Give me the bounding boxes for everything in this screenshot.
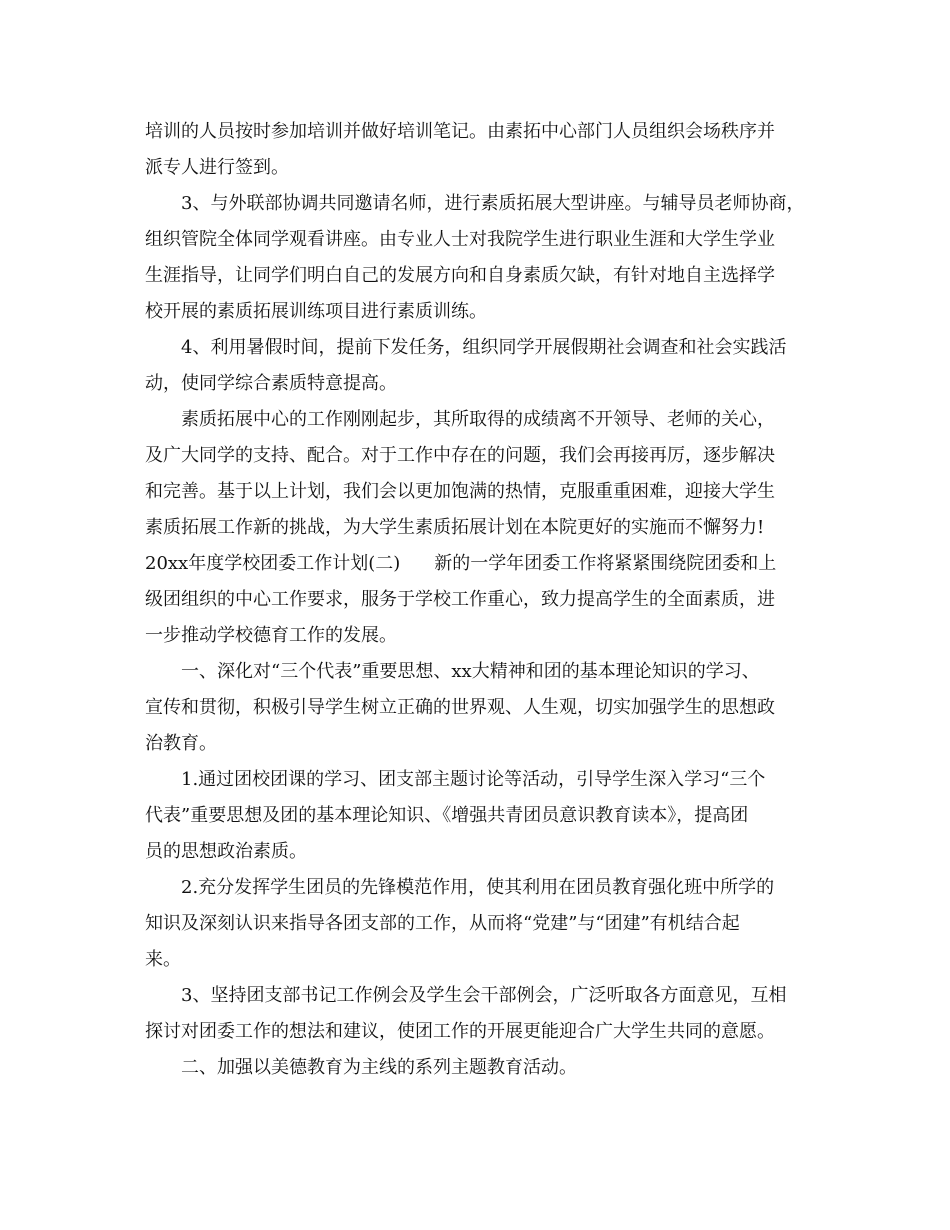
text-line: 3、坚持团支部书记工作例会及学生会干部例会，广泛听取各方面意见，互相	[181, 985, 787, 1006]
text-line: 生涯指导，让同学们明白自己的发展方向和自身素质欠缺，有针对地自主选择学	[145, 265, 775, 286]
text-line: 3、与外联部协调共同邀请名师，进行素质拓展大型讲座。与辅导员老师协商，	[181, 193, 805, 214]
text-line: 动，使同学综合素质特意提高。	[145, 373, 397, 394]
text-line: 代表”重要思想及团的基本理论知识、《增强共青团员意识教育读本》，提高团	[145, 805, 749, 826]
text-line: 员的思想政治素质。	[145, 841, 307, 862]
section-intro: 新的一学年团委工作将紧紧围绕院团委和上	[434, 553, 777, 574]
section-title-line	[145, 546, 825, 582]
text-line: 培训的人员按时参加培训并做好培训笔记。由素拓中心部门人员组织会场秩序并	[145, 121, 775, 142]
text-line: 1.通过团校团课的学习、团支部主题讨论等活动，引导学生深入学习“三个	[181, 769, 766, 790]
text-line: 一、深化对“三个代表”重要思想、xx大精神和团的基本理论知识的学习、	[181, 661, 760, 682]
text-line: 来。	[145, 949, 181, 970]
text-line: 级团组织的中心工作要求，服务于学校工作重心，致力提高学生的全面素质，进	[145, 589, 775, 610]
text-line: 知识及深刻认识来指导各团支部的工作，从而将“党建”与“团建”有机结合起	[145, 913, 740, 934]
text-line: 宣传和贯彻，积极引导学生树立正确的世界观、人生观，切实加强学生的思想政	[145, 697, 775, 718]
text-line: 和完善。基于以上计划，我们会以更加饱满的热情，克服重重困难，迎接大学生	[145, 481, 775, 502]
text-line: 治教育。	[145, 733, 217, 754]
text-line: 4、利用暑假时间，提前下发任务，组织同学开展假期社会调查和社会实践活	[181, 337, 787, 358]
text-line: 2.充分发挥学生团员的先锋模范作用，使其利用在团员教育强化班中所学的	[181, 877, 775, 898]
text-line: 及广大同学的支持、配合。对于工作中存在的问题，我们会再接再厉，逐步解决	[145, 445, 775, 466]
text-line: 组织管院全体同学观看讲座。由专业人士对我院学生进行职业生涯和大学生学业	[145, 229, 775, 250]
text-line: 校开展的素质拓展训练项目进行素质训练。	[145, 301, 487, 322]
text-line: 二、加强以美德教育为主线的系列主题教育活动。	[181, 1057, 577, 1078]
section-title: 20xx年度学校团委工作计划(二)	[145, 553, 401, 574]
text-line: 素质拓展中心的工作刚刚起步，其所取得的成绩离不开领导、老师的关心，	[181, 409, 775, 430]
text-line: 素质拓展工作新的挑战，为大学生素质拓展计划在本院更好的实施而不懈努力!	[145, 517, 765, 538]
text-line: 一步推动学校德育工作的发展。	[145, 625, 397, 646]
text-line: 探讨对团委工作的想法和建议，使团工作的开展更能迎合广大学生共同的意愿。	[145, 1021, 775, 1042]
text-line: 派专人进行签到。	[145, 157, 289, 178]
document-body	[145, 114, 825, 1086]
